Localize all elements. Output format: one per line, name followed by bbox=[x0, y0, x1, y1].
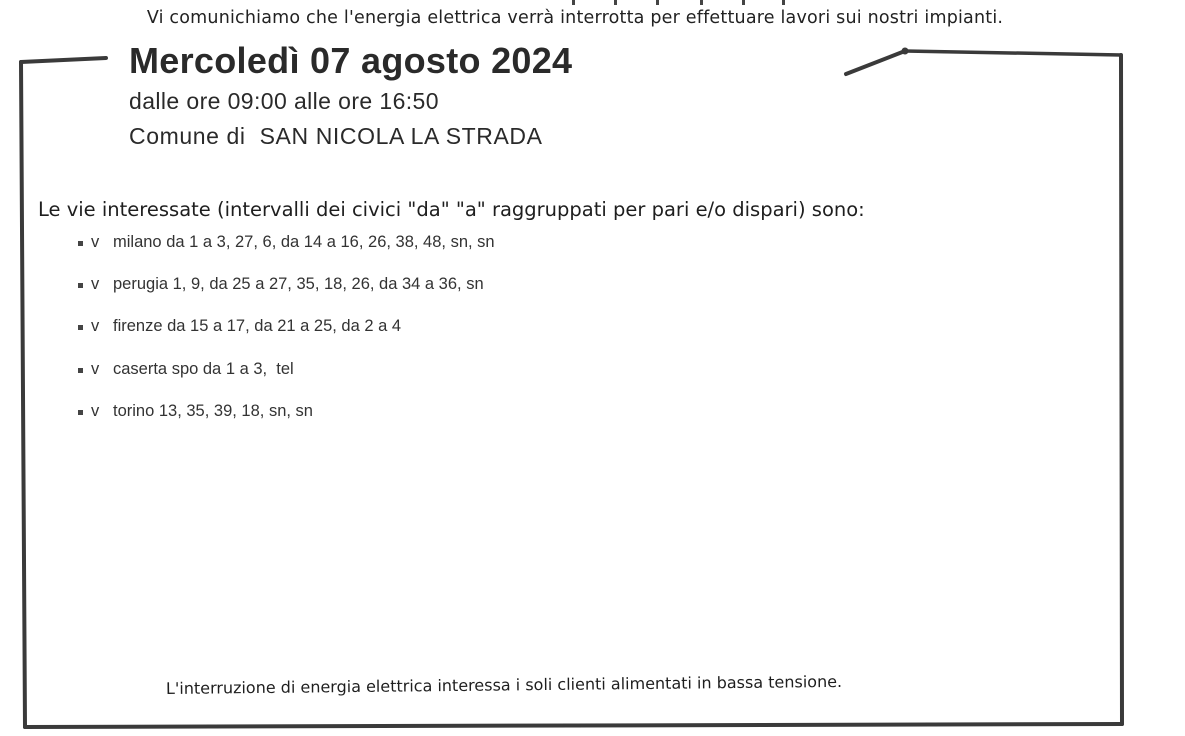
outage-date: Mercoledì 07 agosto 2024 bbox=[129, 40, 573, 81]
street-text: torino 13, 35, 39, 18, sn, sn bbox=[113, 402, 313, 420]
header-notice: Vi comunichiamo che l'energia elettrica verrà interrotta per effettuare lavori sui nostri impianti. bbox=[146, 8, 1004, 28]
street-text: caserta spo da 1 a 3, tel bbox=[113, 360, 294, 378]
list-item bbox=[78, 275, 484, 294]
street-prefix: v bbox=[91, 317, 100, 335]
street-text: perugia 1, 9, da 25 a 27, 35, 18, 26, da 34 a 36, sn bbox=[113, 275, 484, 293]
street-prefix: v bbox=[91, 360, 100, 378]
footer-note: L'interruzione di energia elettrica interessa i soli clienti alimentati in bassa tensione. bbox=[165, 671, 843, 698]
bullet-icon bbox=[78, 283, 83, 288]
street-prefix: v bbox=[91, 402, 100, 420]
streets-intro: Le vie interessate (intervalli dei civici "da" "a" raggruppati per pari e/o dispari) sono: bbox=[38, 198, 865, 221]
list-item bbox=[78, 233, 495, 252]
list-item bbox=[78, 317, 401, 336]
street-prefix: v bbox=[91, 233, 100, 251]
bullet-icon bbox=[78, 410, 83, 415]
street-prefix: v bbox=[91, 275, 100, 293]
outage-time-range: dalle ore 09:00 alle ore 16:50 bbox=[129, 88, 439, 114]
bullet-icon bbox=[78, 325, 83, 330]
list-item bbox=[78, 402, 313, 421]
frame-knot bbox=[902, 48, 909, 55]
street-text: firenze da 15 a 17, da 21 a 25, da 2 a 4 bbox=[113, 317, 402, 335]
list-item bbox=[78, 360, 294, 379]
street-text: milano da 1 a 3, 27, 6, da 14 a 16, 26, 38, 48, sn, sn bbox=[113, 233, 495, 251]
bullet-icon bbox=[78, 241, 83, 246]
municipality: Comune di SAN NICOLA LA STRADA bbox=[129, 123, 543, 149]
bullet-icon bbox=[78, 368, 83, 373]
